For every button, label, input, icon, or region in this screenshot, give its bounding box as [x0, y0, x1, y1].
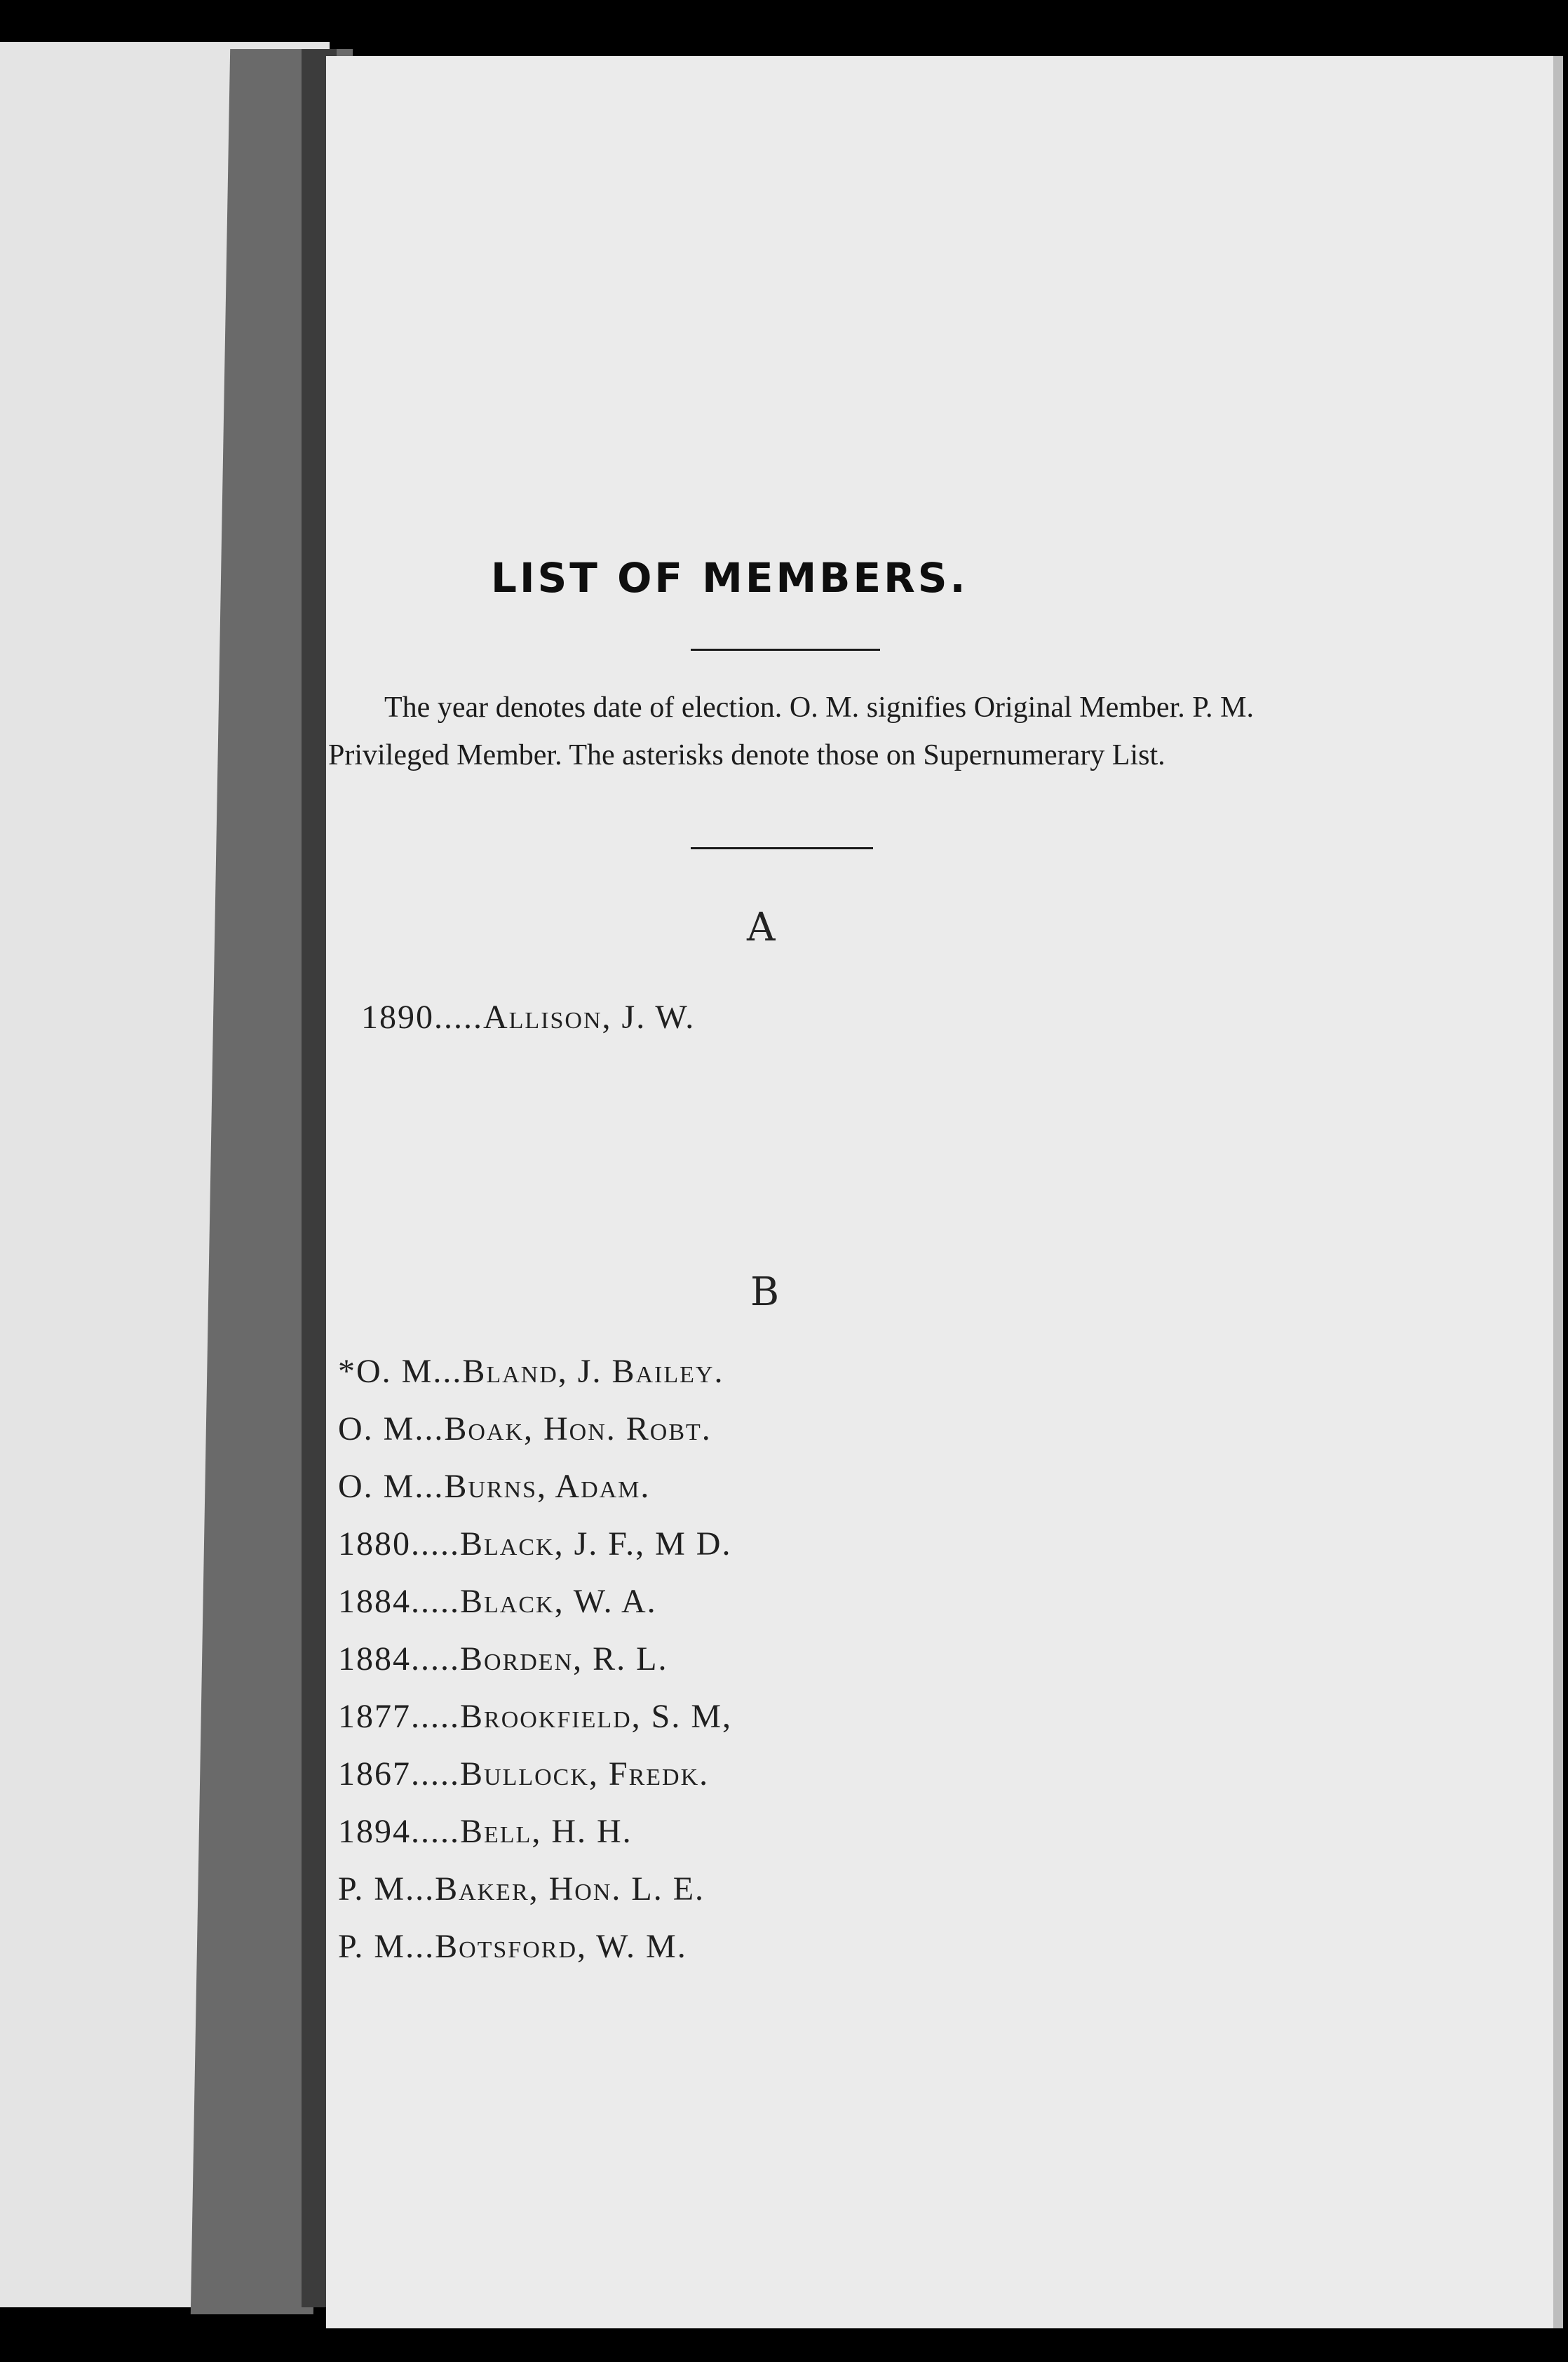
intro-paragraph: The year denotes date of election. O. M. signifies Original Member. P. M. Privileged Member. The asterisks denote those on Supernumerary List. — [328, 691, 1254, 771]
heading-rule — [691, 649, 880, 651]
entry-name: Borden, R. L. — [460, 1640, 668, 1678]
section-a-list — [361, 989, 695, 1046]
entry-leader: ... — [405, 1870, 435, 1908]
entry-leader: ..... — [411, 1583, 460, 1620]
entry-name: Bullock, Fredk. — [460, 1755, 710, 1793]
entry-leader: ..... — [434, 999, 483, 1036]
entry-name: Brookfield, S. M, — [460, 1698, 733, 1735]
entry-name: Burns, Adam. — [444, 1468, 651, 1505]
list-item — [338, 1861, 732, 1918]
entry-name: Allison, J. W. — [483, 999, 696, 1036]
entry-prefix: P. M — [338, 1870, 406, 1908]
entry-name: Black, W. A. — [460, 1583, 657, 1620]
entry-prefix: 1894 — [338, 1813, 411, 1850]
list-item — [338, 1516, 732, 1573]
entry-leader: ..... — [411, 1813, 460, 1850]
right-page — [326, 56, 1563, 2328]
entry-name: Baker, Hon. L. E. — [435, 1870, 705, 1908]
list-item — [338, 1458, 732, 1516]
entry-leader: ..... — [411, 1698, 460, 1735]
entry-leader: ..... — [411, 1640, 460, 1678]
list-item — [338, 1746, 732, 1803]
entry-leader: ..... — [411, 1755, 460, 1793]
entry-prefix: 1890 — [361, 999, 434, 1036]
entry-name: Black, J. F., M D. — [460, 1525, 732, 1563]
entry-name: Bland, J. Bailey. — [462, 1353, 724, 1390]
list-item — [338, 1631, 732, 1688]
section-letter-a: A — [747, 905, 776, 950]
entry-leader: ... — [433, 1353, 463, 1390]
entry-prefix: 1867 — [338, 1755, 411, 1793]
list-item — [338, 1688, 732, 1746]
list-item — [361, 989, 695, 1046]
entry-name: Botsford, W. M. — [435, 1928, 687, 1965]
entry-prefix: 1877 — [338, 1698, 411, 1735]
entry-prefix: 1880 — [338, 1525, 411, 1563]
entry-name: Boak, Hon. Robt. — [444, 1410, 712, 1447]
list-item — [338, 1803, 732, 1861]
entry-prefix: O. M — [338, 1410, 415, 1447]
entry-prefix: O. M — [338, 1468, 415, 1505]
entry-leader: ... — [405, 1928, 435, 1965]
entry-name: Bell, H. H. — [460, 1813, 633, 1850]
entry-prefix: 1884 — [338, 1640, 411, 1678]
list-item — [338, 1918, 732, 1976]
section-letter-b: B — [750, 1269, 780, 1315]
entry-leader: ... — [414, 1410, 445, 1447]
entry-prefix: P. M — [338, 1928, 406, 1965]
entry-leader: ..... — [411, 1525, 460, 1563]
intro-rule — [691, 847, 873, 849]
list-item — [338, 1573, 732, 1631]
section-b-list — [338, 1343, 732, 1976]
list-item — [338, 1343, 732, 1401]
entry-leader: ... — [414, 1468, 445, 1505]
entry-prefix: 1884 — [338, 1583, 411, 1620]
entry-prefix: *O. M — [338, 1353, 433, 1390]
page-heading: LIST OF MEMBERS. — [491, 554, 968, 602]
list-item — [338, 1401, 732, 1458]
